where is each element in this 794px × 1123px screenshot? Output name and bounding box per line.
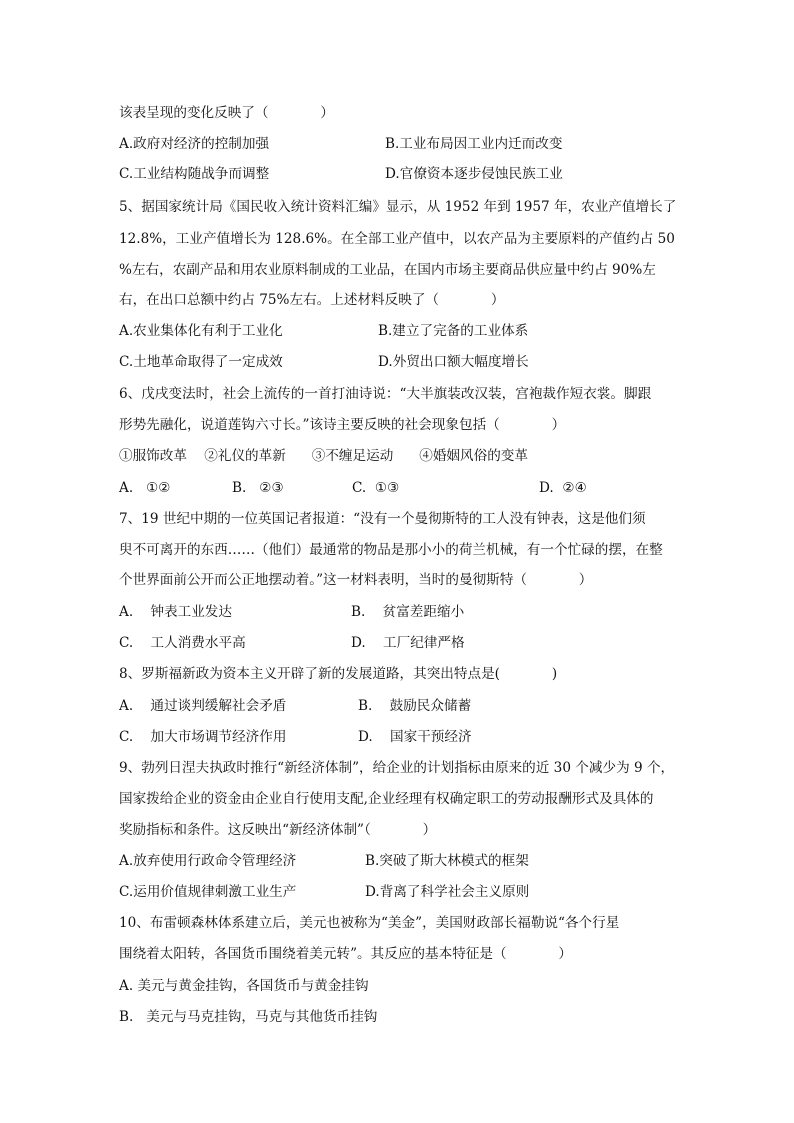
q10-stem-line-2: 围绕着太阳转，各国货币围绕着美元转”。其反应的基本特征是（ ） — [119, 946, 573, 962]
q7-option-d: D. 工厂纪律严格 — [351, 635, 465, 651]
q5-option-b: B.建立了完备的工业体系 — [378, 323, 529, 339]
q10-stem-line-1: 10、布雷顿森林体系建立后，美元也被称为“美金”，美国财政部长福勒说“各个行星 — [119, 915, 620, 931]
q6-option-c: C. ①③ — [352, 480, 400, 496]
q9-option-c: C.运用价值规律刺激工业生产 — [119, 884, 297, 900]
q7-stem-line-1: 7、19 世纪中期的一位英国记者报道：“没有一个曼彻斯特的工人没有钟表，这是他们须 — [119, 511, 646, 527]
q7-option-b: B. 贫富差距缩小 — [351, 604, 465, 620]
q9-option-a: A.放弃使用行政命令管理经济 — [119, 853, 297, 869]
q9-stem-line-2: 国家拨给企业的资金由企业自行使用支配,企业经理有权确定职工的劳动报酬形式及具体的 — [119, 791, 654, 807]
q8-option-a: A. 通过谈判缓解社会矛盾 — [119, 698, 287, 714]
q4-option-c: C.工业结构随战争而调整 — [119, 166, 270, 182]
q5-stem-line-3: %左右，农副产品和用农业原料制成的工业品，在国内市场主要商品供应量中约占 90%左 — [119, 262, 656, 278]
q5-option-d: D.外贸出口额大幅度增长 — [378, 354, 529, 370]
q6-option-a: A. ①② — [119, 480, 171, 496]
q7-stem-line-2: 臾不可离开的东西……（他们）最通常的物品是那小小的荷兰机械，有一个忙碌的摆，在整 — [119, 542, 663, 558]
q8-option-b: B. 鼓励民众储蓄 — [358, 698, 472, 714]
q5-stem-line-2: 12.8%，工业产值增长为 128.6%。在全部工业产值中，以农产品为主要原料的产值约占 50 — [119, 231, 675, 247]
q5-option-a: A.农业集体化有利于工业化 — [119, 323, 283, 339]
q9-option-b: B.突破了斯大林模式的框架 — [365, 853, 529, 869]
q9-option-d: D.背离了科学社会主义原则 — [365, 884, 530, 900]
q5-option-c: C.土地革命取得了一定成效 — [119, 354, 283, 370]
q10-option-a: A. 美元与黄金挂钩，各国货币与黄金挂钩 — [119, 978, 369, 994]
q8-option-c: C. 加大市场调节经济作用 — [119, 729, 287, 745]
q4-option-b: B.工业布局因工业内迁而改变 — [385, 136, 563, 152]
q4-option-d: D.官僚资本逐步侵蚀民族工业 — [385, 166, 563, 182]
q8-stem-line-1: 8、罗斯福新政为资本主义开辟了新的发展道路，其突出特点是( ) — [119, 666, 558, 682]
q9-stem-line-3: 奖励指标和条件。这反映出“新经济体制”（ ） — [119, 822, 437, 838]
q8-option-d: D. 国家干预经济 — [358, 729, 472, 745]
q10-option-b: B. 美元与马克挂钩，马克与其他货币挂钩 — [119, 1009, 378, 1025]
q6-stem-line-2: 形势先融化，说道莲钩六寸长。”该诗主要反映的社会现象包括（ ） — [119, 417, 566, 433]
q5-stem-line-1: 5、据国家统计局《国民收入统计资料汇编》显示，从 1952 年到 1957 年，农业产值增长了 — [119, 199, 677, 215]
q4-stem-end: 该表呈现的变化反映了（ ） — [119, 105, 334, 121]
q7-option-a: A. 钟表工业发达 — [119, 604, 232, 620]
q6-option-b: B. ②③ — [232, 480, 284, 496]
q6-stem-line-1: 6、戊戌变法时，社会上流传的一首打油诗说：“大半旗装改汉装，宫袍裁作短衣裳。脚跟 — [119, 386, 652, 402]
q7-stem-line-3: 个世界面前公开而公正地摆动着。”这一材料表明，当时的曼彻斯特（ ） — [119, 572, 593, 588]
q6-option-d: D. ②④ — [539, 480, 587, 496]
q4-option-a: A.政府对经济的控制加强 — [119, 136, 270, 152]
q9-stem-line-1: 9、勃列日涅夫执政时推行“新经济体制”，给企业的计划指标由原来的近 30 个减少为 9 个， — [119, 760, 675, 776]
q7-option-c: C. 工人消费水平高 — [119, 635, 246, 651]
q6-items: ①服饰改革 ②礼仪的革新 ③不缠足运动 ④婚姻风俗的变革 — [119, 448, 528, 464]
q5-stem-line-4: 右，在出口总额中约占 75%左右。上述材料反映了（ ） — [119, 292, 505, 308]
